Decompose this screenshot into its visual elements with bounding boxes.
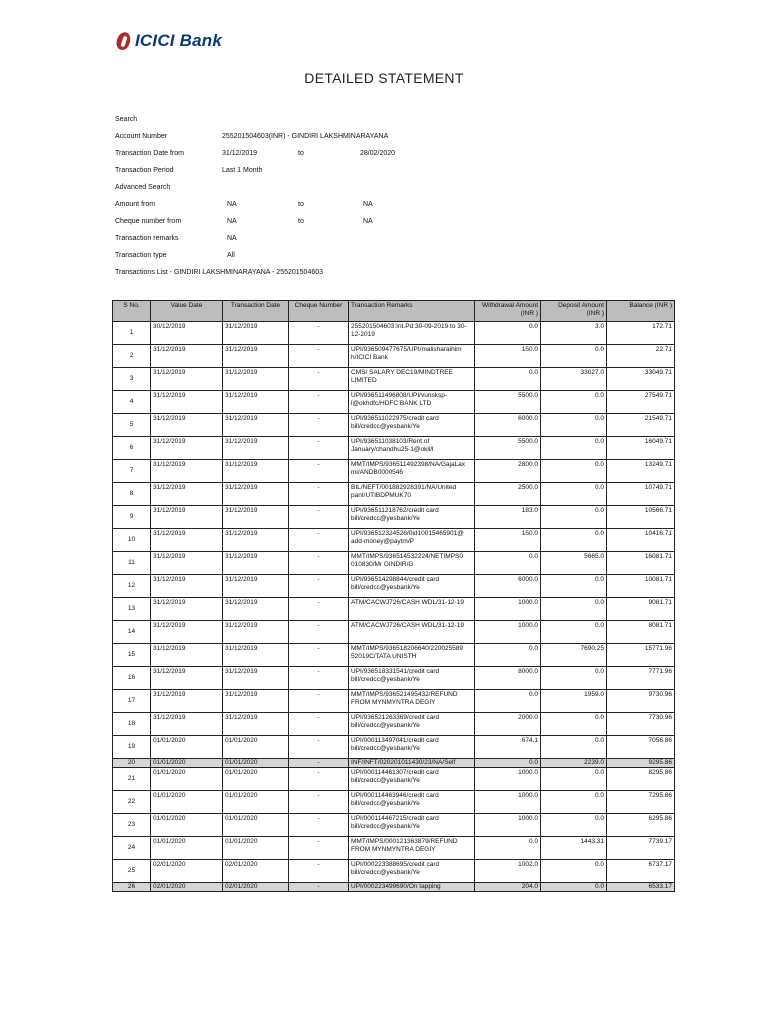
cell-remarks: MMT/IMPS/000121363879/REFUND FROM MYNMYNTRA DEGIY <box>349 837 475 860</box>
table-row <box>113 506 675 529</box>
cell-withdrawal: 2000.0 <box>475 713 541 736</box>
cell-deposit: 0.0 <box>541 621 607 644</box>
cell-transaction-date: 31/12/2019 <box>223 621 289 644</box>
table-row <box>113 791 675 814</box>
cell-sno: 16 <box>113 667 151 690</box>
cell-sno: 12 <box>113 575 151 598</box>
cell-balance: 9081.71 <box>607 598 675 621</box>
cell-remarks: UPI/936512324526/0id10015465901@ add-money@paytm/P <box>349 529 475 552</box>
cell-cheque-number: - <box>289 667 349 690</box>
table-row <box>113 414 675 437</box>
cell-value-date: 01/01/2020 <box>151 791 223 814</box>
cell-balance: 13249.71 <box>607 460 675 483</box>
cell-balance: 21549.71 <box>607 414 675 437</box>
cell-transaction-date: 01/01/2020 <box>223 791 289 814</box>
cell-withdrawal: 8000.0 <box>475 667 541 690</box>
cell-deposit: 0.0 <box>541 598 607 621</box>
cell-transaction-date: 01/01/2020 <box>223 768 289 791</box>
cell-transaction-date: 31/12/2019 <box>223 483 289 506</box>
cell-deposit: 5665.0 <box>541 552 607 575</box>
cell-deposit: 0.0 <box>541 391 607 414</box>
cell-remarks: UPI/000114467215/credit card bill/credcc@yesbank/Ye <box>349 814 475 837</box>
cell-cheque-number: - <box>289 437 349 460</box>
cell-deposit: 3.0 <box>541 322 607 345</box>
remarks-label: Transaction remarks <box>115 235 179 242</box>
cell-sno: 24 <box>113 837 151 860</box>
col-header-deposit: Deposit Amount (INR ) <box>541 301 607 322</box>
cell-deposit: 7690.25 <box>541 644 607 667</box>
cell-transaction-date: 31/12/2019 <box>223 460 289 483</box>
cell-withdrawal: 1000.0 <box>475 768 541 791</box>
cell-remarks: CMS/ SALARY DEC19/MINDTREE LIMITED <box>349 368 475 391</box>
cell-transaction-date: 01/01/2020 <box>223 759 289 768</box>
cell-cheque-number: - <box>289 506 349 529</box>
cell-value-date: 31/12/2019 <box>151 414 223 437</box>
cell-deposit: 0.0 <box>541 883 607 892</box>
cell-transaction-date: 31/12/2019 <box>223 506 289 529</box>
cell-withdrawal: 183.0 <box>475 506 541 529</box>
table-row <box>113 575 675 598</box>
cell-withdrawal: 674.1 <box>475 736 541 759</box>
cell-withdrawal: 150.0 <box>475 345 541 368</box>
cell-sno: 10 <box>113 529 151 552</box>
cell-remarks: UPI/000114461307/credit card bill/credcc@yesbank/Ye <box>349 768 475 791</box>
cell-sno: 18 <box>113 713 151 736</box>
cell-remarks: MMT/IMPS/936521495432/REFUND FROM MYNMYNTRA DEGIY <box>349 690 475 713</box>
cell-value-date: 31/12/2019 <box>151 391 223 414</box>
cell-sno: 23 <box>113 814 151 837</box>
table-row <box>113 529 675 552</box>
cell-withdrawal: 1000.0 <box>475 814 541 837</box>
cell-transaction-date: 01/01/2020 <box>223 736 289 759</box>
cell-balance: 7730.96 <box>607 713 675 736</box>
cell-sno: 13 <box>113 598 151 621</box>
col-header-cheque-number: Cheque Number <box>289 301 349 322</box>
cell-sno: 3 <box>113 368 151 391</box>
cell-balance: 22.71 <box>607 345 675 368</box>
cell-cheque-number: - <box>289 322 349 345</box>
cell-remarks: ATM/CACWJ726/CASH WDL/31-12-19 <box>349 621 475 644</box>
cell-withdrawal: 1000.0 <box>475 791 541 814</box>
cell-value-date: 31/12/2019 <box>151 552 223 575</box>
cell-value-date: 30/12/2019 <box>151 322 223 345</box>
cell-cheque-number: - <box>289 791 349 814</box>
cell-withdrawal: 0.0 <box>475 690 541 713</box>
cell-transaction-date: 31/12/2019 <box>223 713 289 736</box>
cell-sno: 2 <box>113 345 151 368</box>
cell-balance: 7056.86 <box>607 736 675 759</box>
cell-transaction-date: 31/12/2019 <box>223 414 289 437</box>
cell-remarks: MMT/IMPS/936514532224/NETIMPS0 010830/Mr GINDIR/G <box>349 552 475 575</box>
cell-cheque-number: - <box>289 644 349 667</box>
cell-value-date: 31/12/2019 <box>151 345 223 368</box>
cell-transaction-date: 31/12/2019 <box>223 345 289 368</box>
cell-cheque-number: - <box>289 837 349 860</box>
cell-transaction-date: 31/12/2019 <box>223 690 289 713</box>
cell-value-date: 31/12/2019 <box>151 713 223 736</box>
cell-balance: 16049.71 <box>607 437 675 460</box>
cell-deposit: 0.0 <box>541 437 607 460</box>
cell-balance: 6533.17 <box>607 883 675 892</box>
cell-remarks: UPI/000114463946/credit card bill/credcc@yesbank/Ye <box>349 791 475 814</box>
cell-cheque-number: - <box>289 368 349 391</box>
table-row <box>113 713 675 736</box>
cell-cheque-number: - <box>289 768 349 791</box>
cell-balance: 15771.96 <box>607 644 675 667</box>
table-row <box>113 598 675 621</box>
amount-to: NA <box>363 201 373 208</box>
cell-remarks: UPI/936521263369/credit card bill/credcc@yesbank/Ye <box>349 713 475 736</box>
cell-value-date: 31/12/2019 <box>151 368 223 391</box>
cell-transaction-date: 31/12/2019 <box>223 667 289 690</box>
cell-withdrawal: 6000.0 <box>475 414 541 437</box>
cell-sno: 26 <box>113 883 151 892</box>
col-header-sno: S No. <box>113 301 151 322</box>
cell-withdrawal: 0.0 <box>475 368 541 391</box>
date-from: 31/12/2019 <box>222 150 258 157</box>
cell-balance: 27549.71 <box>607 391 675 414</box>
date-to-label: to <box>298 150 304 157</box>
cell-deposit: 2239.0 <box>541 759 607 768</box>
account-value: 255201504603(INR) - GINDIRI LAKSHMINARAYANA <box>222 133 389 140</box>
col-header-value-date: Value Date <box>151 301 223 322</box>
cell-withdrawal: 0.0 <box>475 552 541 575</box>
period-label: Transaction Period <box>115 167 174 174</box>
cell-deposit: 0.0 <box>541 713 607 736</box>
cell-cheque-number: - <box>289 460 349 483</box>
cell-sno: 20 <box>113 759 151 768</box>
cell-cheque-number: - <box>289 598 349 621</box>
cell-transaction-date: 01/01/2020 <box>223 837 289 860</box>
cell-transaction-date: 31/12/2019 <box>223 529 289 552</box>
table-row <box>113 460 675 483</box>
cell-cheque-number: - <box>289 621 349 644</box>
cell-remarks: BIL/NEFT/001882928391/NA/United panI/UTIBDPMUK70 <box>349 483 475 506</box>
cell-sno: 4 <box>113 391 151 414</box>
cell-withdrawal: 1002.0 <box>475 860 541 883</box>
cell-cheque-number: - <box>289 759 349 768</box>
cell-sno: 8 <box>113 483 151 506</box>
cell-cheque-number: - <box>289 860 349 883</box>
cell-value-date: 31/12/2019 <box>151 483 223 506</box>
logo-text: ICICI Bank <box>135 31 223 50</box>
cell-deposit: 0.0 <box>541 814 607 837</box>
cell-value-date: 31/12/2019 <box>151 690 223 713</box>
cell-value-date: 01/01/2020 <box>151 736 223 759</box>
cell-cheque-number: - <box>289 736 349 759</box>
cell-withdrawal: 204.0 <box>475 883 541 892</box>
cell-balance: 16081.71 <box>607 552 675 575</box>
cell-remarks: UPI/936514298844/credit card bill/credcc@yesbank/Ye <box>349 575 475 598</box>
cell-balance: 7771.96 <box>607 667 675 690</box>
cell-sno: 5 <box>113 414 151 437</box>
cell-value-date: 31/12/2019 <box>151 460 223 483</box>
cell-deposit: 0.0 <box>541 768 607 791</box>
cell-remarks: UPI/936511022975/credit card bill/credcc@yesbank/Ye <box>349 414 475 437</box>
cell-remarks: MMT/IMPS/936518206640/220025589 52019C/TATA UNISTH <box>349 644 475 667</box>
table-header-row <box>113 301 675 322</box>
cell-sno: 15 <box>113 644 151 667</box>
cell-value-date: 31/12/2019 <box>151 621 223 644</box>
table-body <box>113 322 675 892</box>
cell-remarks: UPI/936518331541/credit card bill/credcc@yesbank/Ye <box>349 667 475 690</box>
cell-deposit: 0.0 <box>541 667 607 690</box>
cell-withdrawal: 0.0 <box>475 759 541 768</box>
table-row <box>113 667 675 690</box>
table-row <box>113 860 675 883</box>
cell-sno: 1 <box>113 322 151 345</box>
cell-withdrawal: 5500.0 <box>475 391 541 414</box>
table-row <box>113 768 675 791</box>
cell-remarks: UPI/000223388695/credit card bill/credcc@yesbank/Ye <box>349 860 475 883</box>
cell-cheque-number: - <box>289 814 349 837</box>
cell-transaction-date: 31/12/2019 <box>223 644 289 667</box>
cell-balance: 8295.86 <box>607 768 675 791</box>
cell-remarks: UPI/936509477675/UPI/malisharaihim h/ICICI Bank <box>349 345 475 368</box>
cell-transaction-date: 31/12/2019 <box>223 322 289 345</box>
cell-value-date: 31/12/2019 <box>151 506 223 529</box>
cell-withdrawal: 1000.0 <box>475 621 541 644</box>
cell-balance: 9295.86 <box>607 759 675 768</box>
cell-value-date: 01/01/2020 <box>151 837 223 860</box>
table-row <box>113 736 675 759</box>
cheque-label: Cheque number from <box>115 218 182 225</box>
amount-label: Amount from <box>115 201 156 208</box>
amount-from: NA <box>227 201 237 208</box>
cell-transaction-date: 01/01/2020 <box>223 814 289 837</box>
cell-balance: 10566.71 <box>607 506 675 529</box>
cell-remarks: ATM/CACWJ726/CASH WDL/31-12-19 <box>349 598 475 621</box>
cell-value-date: 31/12/2019 <box>151 644 223 667</box>
cell-deposit: 0.0 <box>541 860 607 883</box>
cell-balance: 6737.17 <box>607 860 675 883</box>
table-row <box>113 814 675 837</box>
remarks-value: NA <box>227 235 237 242</box>
cell-value-date: 01/01/2020 <box>151 768 223 791</box>
cell-cheque-number: - <box>289 690 349 713</box>
cell-sno: 25 <box>113 860 151 883</box>
cell-sno: 9 <box>113 506 151 529</box>
table-row <box>113 345 675 368</box>
cell-cheque-number: - <box>289 414 349 437</box>
cell-withdrawal: 2500.0 <box>475 483 541 506</box>
cell-value-date: 01/01/2020 <box>151 759 223 768</box>
cell-sno: 22 <box>113 791 151 814</box>
cell-remarks: UPI/000223499690/On tapping <box>349 883 475 892</box>
cell-balance: 7739.17 <box>607 837 675 860</box>
cell-transaction-date: 31/12/2019 <box>223 575 289 598</box>
cell-transaction-date: 02/01/2020 <box>223 860 289 883</box>
cell-deposit: 33027.0 <box>541 368 607 391</box>
table-row <box>113 690 675 713</box>
cell-cheque-number: - <box>289 391 349 414</box>
table-row <box>113 837 675 860</box>
table-row <box>113 391 675 414</box>
table-row <box>113 483 675 506</box>
advanced-search-heading: Advanced Search <box>115 184 171 191</box>
cell-remarks: UPI/936511038103/Rent of January/chandhu25-1@okil/l <box>349 437 475 460</box>
cell-deposit: 0.0 <box>541 791 607 814</box>
cell-balance: 10081.71 <box>607 575 675 598</box>
table-row <box>113 368 675 391</box>
cell-deposit: 1959.0 <box>541 690 607 713</box>
cheque-to: NA <box>363 218 373 225</box>
col-header-remarks: Transaction Remarks <box>349 301 475 322</box>
date-label: Transaction Date from <box>115 150 184 157</box>
type-label: Transaction type <box>115 252 167 259</box>
cell-deposit: 0.0 <box>541 736 607 759</box>
cell-balance: 33049.71 <box>607 368 675 391</box>
cell-deposit: 0.0 <box>541 460 607 483</box>
table-row <box>113 552 675 575</box>
cell-cheque-number: - <box>289 483 349 506</box>
cell-value-date: 02/01/2020 <box>151 883 223 892</box>
cell-deposit: 0.0 <box>541 414 607 437</box>
cell-value-date: 31/12/2019 <box>151 575 223 598</box>
table-row <box>113 621 675 644</box>
cell-value-date: 02/01/2020 <box>151 860 223 883</box>
cell-deposit: 0.0 <box>541 575 607 598</box>
cell-balance: 6295.86 <box>607 814 675 837</box>
cell-balance: 10416.71 <box>607 529 675 552</box>
cell-value-date: 31/12/2019 <box>151 598 223 621</box>
cell-balance: 9730.96 <box>607 690 675 713</box>
cell-deposit: 1443.31 <box>541 837 607 860</box>
cell-withdrawal: 6000.0 <box>475 575 541 598</box>
cell-withdrawal: 2800.0 <box>475 460 541 483</box>
cell-transaction-date: 31/12/2019 <box>223 437 289 460</box>
type-value: All <box>227 252 235 259</box>
cell-sno: 14 <box>113 621 151 644</box>
cell-deposit: 0.0 <box>541 483 607 506</box>
cell-sno: 6 <box>113 437 151 460</box>
transactions-list-title: Transactions List - GINDIRI LAKSHMINARAYANA - 255201504603 <box>115 269 324 276</box>
cell-withdrawal: 1000.0 <box>475 598 541 621</box>
cell-remarks: UPI/936511496808/UPI/vunsksp- l@okhdfc/HDFC BANK LTD <box>349 391 475 414</box>
cell-remarks: INF/INFT/020201011430/23/NA/Self <box>349 759 475 768</box>
account-label: Account Number <box>115 133 168 140</box>
cheque-from: NA <box>227 218 237 225</box>
cell-cheque-number: - <box>289 552 349 575</box>
table-row <box>113 437 675 460</box>
page-title: DETAILED STATEMENT <box>304 70 464 86</box>
cell-sno: 7 <box>113 460 151 483</box>
cell-transaction-date: 31/12/2019 <box>223 391 289 414</box>
cell-cheque-number: - <box>289 713 349 736</box>
cell-sno: 11 <box>113 552 151 575</box>
table-row <box>113 759 675 768</box>
table-row <box>113 322 675 345</box>
cell-remarks: 255201504603:Int.Pd:30-09-2019 to 30-12-2019 <box>349 322 475 345</box>
col-header-balance: Balance (INR ) <box>607 301 675 322</box>
cell-value-date: 01/01/2020 <box>151 814 223 837</box>
cell-sno: 17 <box>113 690 151 713</box>
table-row <box>113 644 675 667</box>
cell-withdrawal: 0.0 <box>475 837 541 860</box>
cell-sno: 21 <box>113 768 151 791</box>
cell-remarks: UPI/936511218762/credit card bill/credcc@yesbank/Ye <box>349 506 475 529</box>
cell-transaction-date: 31/12/2019 <box>223 598 289 621</box>
amount-to-label: to <box>298 201 304 208</box>
cell-value-date: 31/12/2019 <box>151 667 223 690</box>
period-value: Last 1 Month <box>222 167 263 174</box>
cell-remarks: UPI/000113497041/credit card bill/credcc@yesbank/Ye <box>349 736 475 759</box>
cell-deposit: 0.0 <box>541 529 607 552</box>
cell-deposit: 0.0 <box>541 345 607 368</box>
cell-withdrawal: 0.0 <box>475 322 541 345</box>
transactions-table <box>112 300 675 892</box>
cell-withdrawal: 150.0 <box>475 529 541 552</box>
cell-remarks: MMT/IMPS/936511492398/NA/GajaLax mi/ANDB0000546 <box>349 460 475 483</box>
cell-value-date: 31/12/2019 <box>151 437 223 460</box>
cell-transaction-date: 31/12/2019 <box>223 552 289 575</box>
table-row <box>113 883 675 892</box>
cell-balance: 7295.86 <box>607 791 675 814</box>
cell-balance: 172.71 <box>607 322 675 345</box>
cell-cheque-number: - <box>289 345 349 368</box>
cell-cheque-number: - <box>289 575 349 598</box>
col-header-withdrawal: Withdrawal Amount (INR ) <box>475 301 541 322</box>
cell-balance: 10749.71 <box>607 483 675 506</box>
cell-withdrawal: 0.0 <box>475 644 541 667</box>
cell-balance: 8081.71 <box>607 621 675 644</box>
col-header-transaction-date: Transaction Date <box>223 301 289 322</box>
cell-withdrawal: 5500.0 <box>475 437 541 460</box>
cell-sno: 19 <box>113 736 151 759</box>
date-to: 28/02/2020 <box>360 150 396 157</box>
icici-logo-icon <box>116 30 132 52</box>
cell-transaction-date: 02/01/2020 <box>223 883 289 892</box>
icici-bank-logo <box>116 30 222 52</box>
cell-value-date: 31/12/2019 <box>151 529 223 552</box>
search-heading: Search <box>115 116 138 123</box>
cell-cheque-number: - <box>289 529 349 552</box>
cell-cheque-number: - <box>289 883 349 892</box>
cell-deposit: 0.0 <box>541 506 607 529</box>
cheque-to-label: to <box>298 218 304 225</box>
cell-transaction-date: 31/12/2019 <box>223 368 289 391</box>
